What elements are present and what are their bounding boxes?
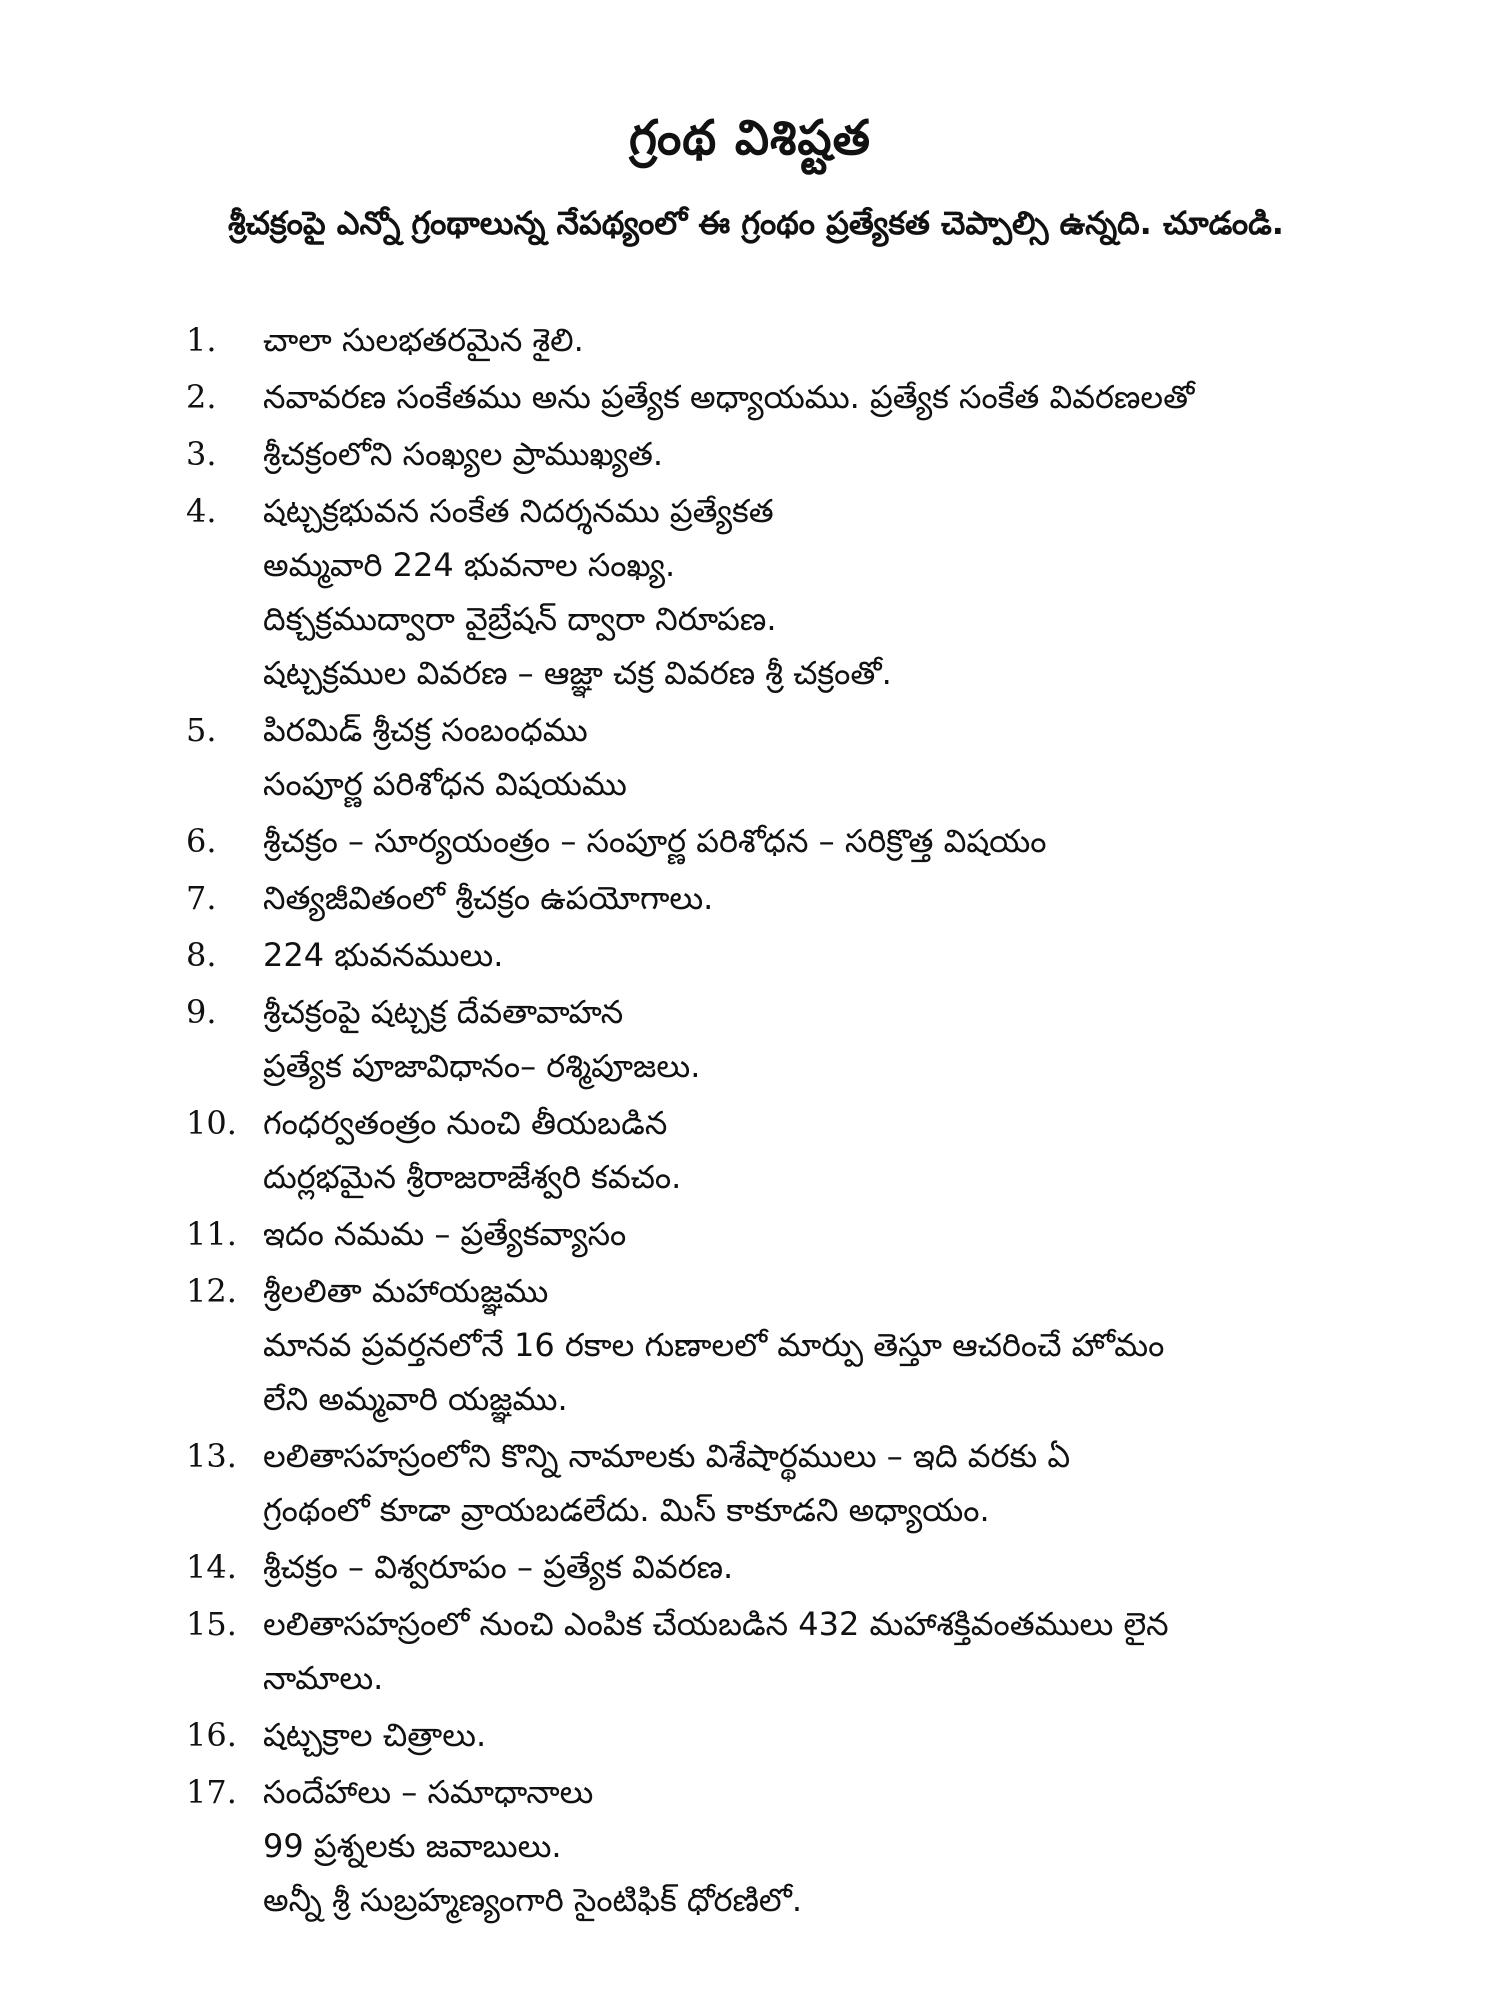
list-item-text — [263, 1765, 1323, 1927]
list-item — [0, 1264, 1500, 1426]
list-item-text — [263, 1264, 1323, 1426]
list-item — [0, 985, 1500, 1093]
list-item — [0, 1429, 1500, 1537]
list-item-line: 224 భువనములు. — [263, 936, 504, 974]
list-item-number: 16. — [186, 1716, 237, 1754]
list-item-line: శ్రీచక్రం – సూర్యయంత్రం – సంపూర్ణ పరిశోధన – సరిక్రొత్త విషయం — [263, 822, 1047, 860]
list-item-text — [263, 370, 1323, 424]
list-item — [0, 703, 1500, 811]
list-item-number: 3. — [186, 435, 217, 473]
list-item-text — [263, 928, 1323, 982]
list-item-number: 7. — [186, 879, 217, 917]
list-item-text — [263, 1096, 1323, 1204]
list-item — [0, 928, 1500, 982]
list-item-line: షట్చక్రభువన సంకేత నిదర్శనము ప్రత్యేకత — [263, 492, 774, 530]
list-item-text — [263, 1540, 1323, 1594]
list-item-line: శ్రీచక్రంపై షట్చక్ర దేవతావాహన — [263, 993, 624, 1031]
list-item — [0, 313, 1500, 367]
list-item-line: సందేహాలు – సమాధానాలు — [263, 1773, 594, 1811]
list-item-number: 6. — [186, 822, 217, 860]
list-item-text — [263, 814, 1323, 868]
list-item-line: లేని అమ్మవారి యజ్ఞము. — [263, 1380, 568, 1418]
list-item-number: 5. — [186, 711, 217, 749]
list-item-number: 11. — [186, 1215, 237, 1253]
list-item-number: 4. — [186, 492, 217, 530]
list-item — [0, 1597, 1500, 1705]
list-item — [0, 1708, 1500, 1762]
list-item-text — [263, 985, 1323, 1093]
feature-list — [0, 313, 1500, 1930]
list-item-text — [263, 703, 1323, 811]
list-item-line: శ్రీలలితా మహాయజ్ఞము — [263, 1272, 549, 1310]
list-item-line: లలితాసహస్రంలోని కొన్ని నామాలకు విశేషార్థములు – ఇది వరకు ఏ — [263, 1437, 1071, 1475]
list-item — [0, 1540, 1500, 1594]
list-item-text — [263, 427, 1323, 481]
list-item-line: సంపూర్ణ పరిశోధన విషయము — [263, 765, 627, 803]
list-item-number: 10. — [186, 1104, 237, 1142]
list-item-line: దుర్లభమైన శ్రీరాజరాజేశ్వరి కవచం. — [263, 1158, 682, 1196]
list-item-line: షట్చక్రాల చిత్రాలు. — [263, 1716, 487, 1754]
list-item-text — [263, 484, 1323, 700]
list-item-line: గ్రంథంలో కూడా వ్రాయబడలేదు. మిస్ కాకూడని అధ్యాయం. — [263, 1491, 990, 1529]
page-title: గ్రంథ విశిష్టత — [628, 110, 871, 166]
list-item-line: అన్నీ శ్రీ సుబ్రహ్మణ్యంగారి సైంటిఫిక్ ధోరణిలో. — [263, 1881, 802, 1919]
list-item-line: దిక్చక్రముద్వారా వైబ్రేషన్ ద్వారా నిరూపణ. — [263, 600, 777, 638]
list-item-number: 2. — [186, 378, 217, 416]
list-item — [0, 370, 1500, 424]
list-item-number: 8. — [186, 936, 217, 974]
list-item-line: ఇదం నమమ – ప్రత్యేకవ్యాసం — [263, 1215, 627, 1253]
list-item-line: శ్రీచక్రంలోని సంఖ్యల ప్రాముఖ్యత. — [263, 435, 664, 473]
list-item-text — [263, 871, 1323, 925]
list-item-number: 14. — [186, 1548, 237, 1586]
list-item-text — [263, 1597, 1323, 1705]
list-item-number: 17. — [186, 1773, 237, 1811]
list-item-text — [263, 1708, 1323, 1762]
list-item-number: 15. — [186, 1605, 237, 1643]
list-item — [0, 1096, 1500, 1204]
list-item-line: పిరమిడ్ శ్రీచక్ర సంబంధము — [263, 711, 588, 749]
list-item-line: నిత్యజీవితంలో శ్రీచక్రం ఉపయోగాలు. — [263, 879, 714, 917]
list-item — [0, 1765, 1500, 1927]
list-item — [0, 484, 1500, 700]
list-item-line: నామాలు. — [263, 1659, 384, 1697]
list-item-line: లలితాసహస్రంలో నుంచి ఎంపిక చేయబడిన 432 మహాశక్తివంతములు లైన — [263, 1605, 1169, 1643]
intro-paragraph: శ్రీచక్రంపై ఎన్నో గ్రంథాలున్న నేపథ్యంలో ఈ గ్రంథం ప్రత్యేకత చెప్పాల్సి ఉన్నది. చూడండి. — [228, 204, 1284, 242]
list-item-line: శ్రీచక్రం – విశ్వరూపం – ప్రత్యేక వివరణ. — [263, 1548, 734, 1586]
list-item-line: గంధర్వతంత్రం నుంచి తీయబడిన — [263, 1104, 668, 1142]
list-item-line: షట్చక్రముల వివరణ – ఆజ్ఞా చక్ర వివరణ శ్రీ చక్రంతో. — [263, 654, 892, 692]
list-item — [0, 427, 1500, 481]
list-item — [0, 871, 1500, 925]
list-item-line: నవావరణ సంకేతము అను ప్రత్యేక అధ్యాయము. ప్రత్యేక సంకేత వివరణలతో — [263, 378, 1195, 416]
list-item-line: అమ్మవారి 224 భువనాల సంఖ్య. — [263, 546, 676, 584]
list-item — [0, 814, 1500, 868]
list-item-number: 9. — [186, 993, 217, 1031]
list-item-number: 13. — [186, 1437, 237, 1475]
list-item — [0, 1207, 1500, 1261]
list-item-text — [263, 1429, 1323, 1537]
list-item-line: 99 ప్రశ్నలకు జవాబులు. — [263, 1827, 562, 1865]
list-item-text — [263, 1207, 1323, 1261]
list-item-line: చాలా సులభతరమైన శైలి. — [263, 321, 584, 359]
list-item-number: 12. — [186, 1272, 237, 1310]
list-item-number: 1. — [186, 321, 217, 359]
list-item-text — [263, 313, 1323, 367]
list-item-line: ప్రత్యేక పూజావిధానం– రశ్మిపూజలు. — [263, 1047, 701, 1085]
list-item-line: మానవ ప్రవర్తనలోనే 16 రకాల గుణాలలో మార్పు తెస్తూ ఆచరించే హోమం — [263, 1326, 1165, 1364]
